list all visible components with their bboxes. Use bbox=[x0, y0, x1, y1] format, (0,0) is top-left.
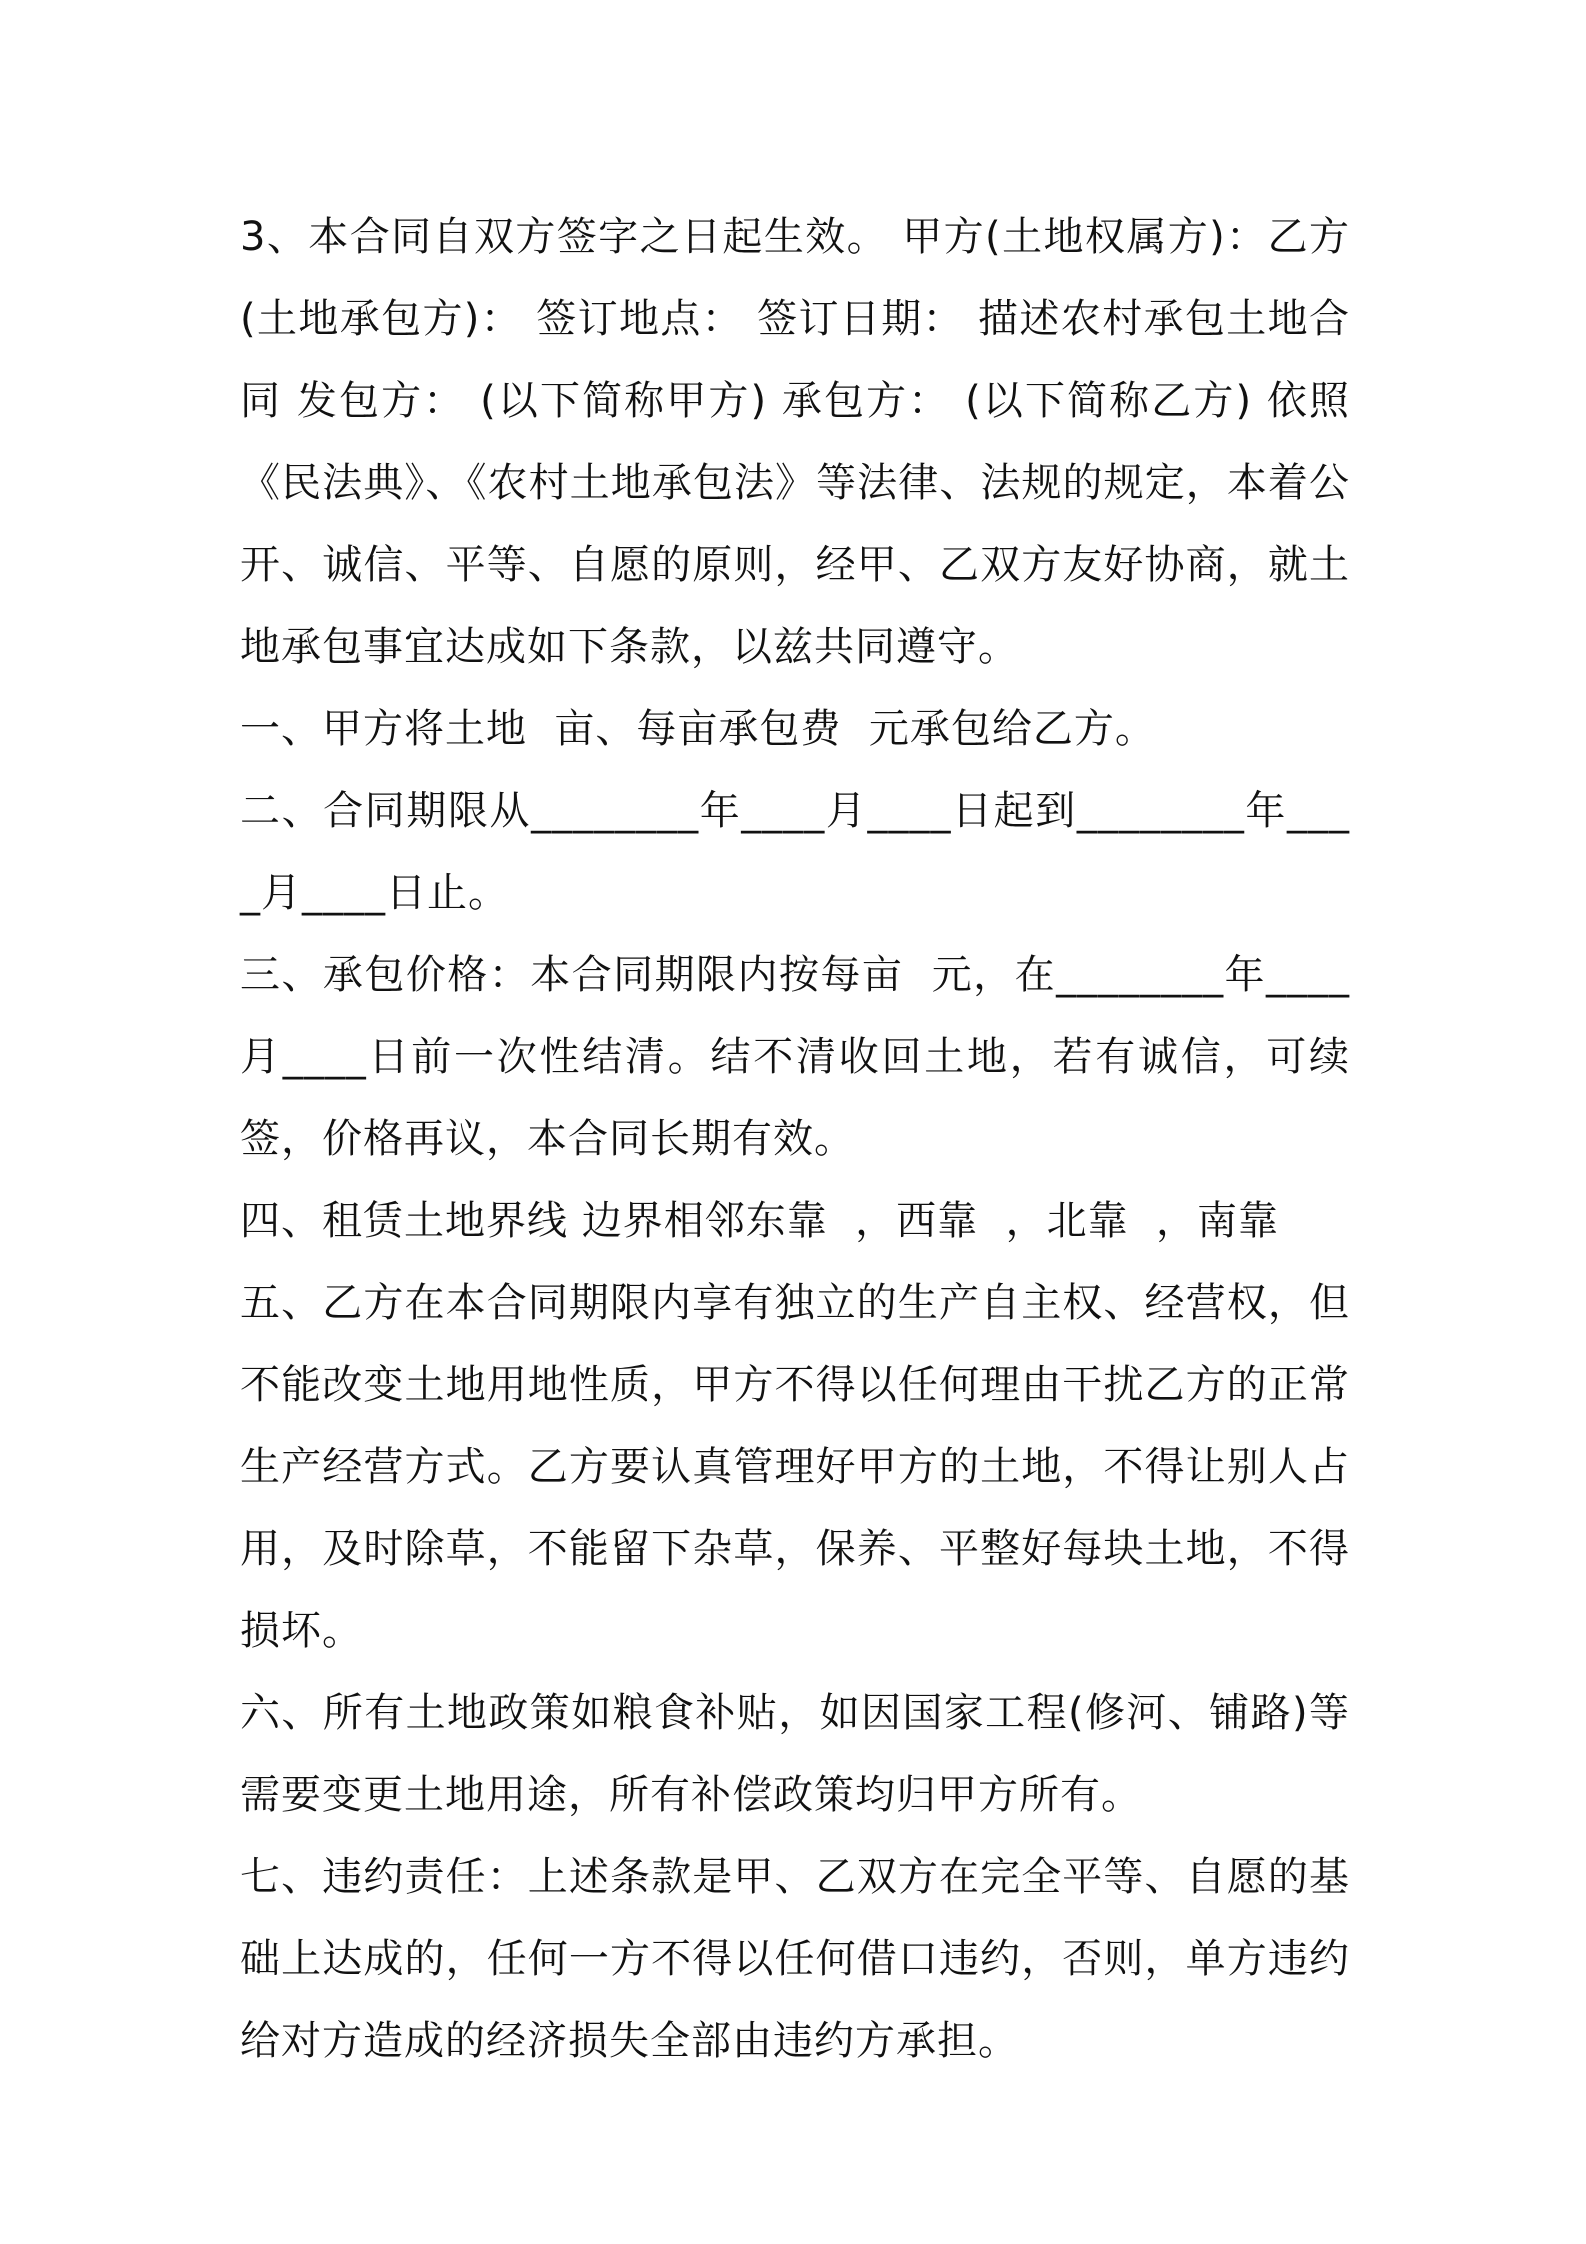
paragraph-clause-7: 七、违约责任：上述条款是甲、乙双方在完全平等、自愿的基础上达成的，任何一方不得以任何借口违约，否则，单方违约给对方造成的经济损失全部由违约方承担。 bbox=[240, 1854, 1350, 2064]
paragraph-clause-6: 六、所有土地政策如粮食补贴，如因国家工程(修河、铺路)等需要变更土地用途，所有补偿政策均归甲方所有。 bbox=[240, 1690, 1350, 1818]
paragraph-clause-5: 五、乙方在本合同期限内享有独立的生产自主权、经营权，但不能改变土地用地性质，甲方不得以任何理由干扰乙方的正常生产经营方式。乙方要认真管理好甲方的土地，不得让别人占用，及时除草，不能留下杂草，保养、平整好每块土地，不得损坏。 bbox=[240, 1280, 1350, 1654]
paragraph-clause-2: 二、合同期限从________年____月____日起到________年____月____日止。 bbox=[240, 788, 1350, 916]
document-page bbox=[240, 196, 1350, 2082]
paragraph-clause-3: 三、承包价格：本合同期限内按每亩 元，在________年____月____日前一次性结清。结不清收回土地，若有诚信，可续签，价格再议，本合同长期有效。 bbox=[240, 952, 1350, 1162]
paragraph-clause-4: 四、租赁土地界线 边界相邻东靠 ，西靠 ，北靠 ，南靠 bbox=[240, 1198, 1280, 1244]
paragraph-clause-1: 一、甲方将土地 亩、每亩承包费 元承包给乙方。 bbox=[240, 706, 1156, 752]
paragraph-effective-date: 3、本合同自双方签字之日起生效。 甲方(土地权属方)：乙方(土地承包方)： 签订地点： 签订日期： 描述农村承包土地合同 发包方： (以下简称甲方) 承包方： (以下简称乙方) 依照《民法典》、《农村土地承包法》等法律、法规的规定，本着公开、诚信、平等、自愿的原则，经甲、乙双方友好协商，就土地承包事宜达成如下条款，以兹共同遵守。 bbox=[240, 214, 1350, 670]
